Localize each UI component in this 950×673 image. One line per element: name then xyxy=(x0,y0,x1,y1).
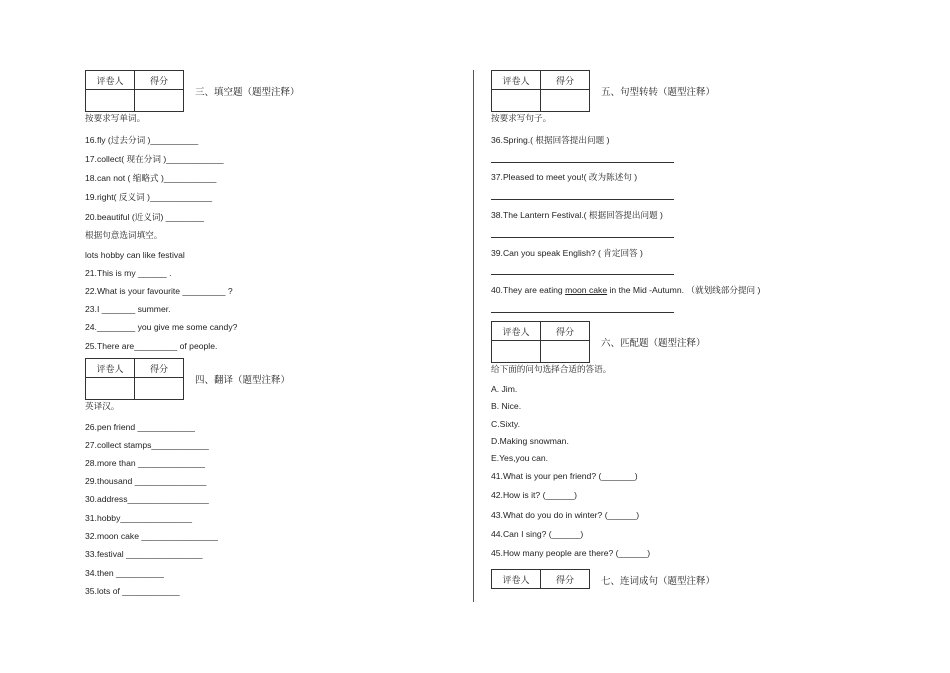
score-block-section4 xyxy=(85,358,465,400)
question-33: 33.festival ________________ xyxy=(85,549,203,559)
section3-instruction: 按要求写单词。 xyxy=(85,114,146,124)
score-block-section5 xyxy=(491,70,871,112)
grader-header: 评卷人 xyxy=(86,71,135,90)
right-column xyxy=(491,0,891,673)
question-30: 30.address_________________ xyxy=(85,494,209,504)
grader-cell xyxy=(86,378,135,400)
score-block-section6 xyxy=(491,321,871,363)
section4-instruction: 英译汉。 xyxy=(85,402,120,412)
option-e: E.Yes,you can. xyxy=(491,453,549,463)
question-34: 34.then __________ xyxy=(85,568,164,578)
question-19: 19.right( 反义词 )_____________ xyxy=(85,192,213,202)
question-35: 35.lots of ____________ xyxy=(85,586,180,596)
question-26: 26.pen friend ____________ xyxy=(85,422,195,432)
grader-header: 评卷人 xyxy=(492,322,541,341)
question-18: 18.can not ( 缩略式 )___________ xyxy=(85,173,217,183)
score-cell xyxy=(135,378,184,400)
grader-header: 评卷人 xyxy=(86,359,135,378)
score-cell xyxy=(135,90,184,112)
score-cell xyxy=(541,341,590,363)
question-24: 24.________ you give me some candy? xyxy=(85,322,238,332)
grader-cell xyxy=(492,90,541,112)
section3-instruction2: 根据句意选词填空。 xyxy=(85,231,163,241)
option-b: B. Nice. xyxy=(491,401,522,411)
question-32: 32.moon cake ________________ xyxy=(85,531,218,541)
answer-line-37 xyxy=(491,199,674,200)
word-bank: lots hobby can like festival xyxy=(85,250,185,260)
question-16: 16.fly (过去分词 )__________ xyxy=(85,135,199,145)
answer-line-40 xyxy=(491,312,674,313)
grader-cell xyxy=(86,90,135,112)
question-31: 31.hobby_______________ xyxy=(85,513,193,523)
score-block-section7 xyxy=(491,569,871,611)
option-c: C.Sixty. xyxy=(491,419,520,429)
question-23: 23.I _______ summer. xyxy=(85,304,171,314)
score-header: 得分 xyxy=(541,570,590,589)
section3-title: 三、填空题（题型注释） xyxy=(195,87,300,98)
score-table xyxy=(85,358,184,400)
score-block-section3 xyxy=(85,70,465,112)
question-28: 28.more than ______________ xyxy=(85,458,205,468)
score-header: 得分 xyxy=(135,71,184,90)
score-table xyxy=(491,569,590,589)
question-17: 17.collect( 现在分词 )____________ xyxy=(85,154,224,164)
section6-instruction: 给下面的问句选择合适的答语。 xyxy=(491,365,612,375)
question-41: 41.What is your pen friend? (_______) xyxy=(491,471,638,481)
question-27: 27.collect stamps____________ xyxy=(85,440,209,450)
question-22: 22.What is your favourite _________ ? xyxy=(85,286,233,296)
score-header: 得分 xyxy=(541,71,590,90)
score-cell xyxy=(541,90,590,112)
question-38: 38.The Lantern Festival.( 根据回答提出问题 ) xyxy=(491,210,663,220)
score-table xyxy=(85,70,184,112)
grader-header: 评卷人 xyxy=(492,570,541,589)
question-40 xyxy=(491,285,760,296)
question-40-suffix: in the Mid -Autumn. （就划线部分提问 ) xyxy=(607,285,761,295)
score-header: 得分 xyxy=(135,359,184,378)
grader-header: 评卷人 xyxy=(492,71,541,90)
question-40-prefix: 40.They are eating xyxy=(491,285,566,295)
question-42: 42.How is it? (______) xyxy=(491,490,577,500)
section4-title: 四、翻译（题型注释） xyxy=(195,375,291,386)
score-table xyxy=(491,70,590,112)
section5-title: 五、句型转转（题型注释） xyxy=(601,87,716,98)
left-column xyxy=(85,0,485,673)
section7-title: 七、连词成句（题型注释） xyxy=(601,576,716,587)
question-43: 43.What do you do in winter? (______) xyxy=(491,510,640,520)
score-table xyxy=(491,321,590,363)
option-d: D.Making snowman. xyxy=(491,436,569,446)
question-37: 37.Pleased to meet you!( 改为陈述句 ) xyxy=(491,172,638,182)
question-44: 44.Can I sing? (______) xyxy=(491,529,584,539)
score-header: 得分 xyxy=(541,322,590,341)
question-39: 39.Can you speak English? ( 肯定回答 ) xyxy=(491,248,643,258)
answer-line-38 xyxy=(491,237,674,238)
section5-instruction: 按要求写句子。 xyxy=(491,114,552,124)
section6-title: 六、匹配题（题型注释） xyxy=(601,338,706,349)
answer-line-39 xyxy=(491,274,674,275)
question-45: 45.How many people are there? (______) xyxy=(491,548,651,558)
question-25: 25.There are_________ of people. xyxy=(85,341,218,351)
option-a: A. Jim. xyxy=(491,384,518,394)
question-21: 21.This is my ______ . xyxy=(85,268,172,278)
question-20: 20.beautiful (近义词) ________ xyxy=(85,212,204,222)
question-40-underlined: moon cake xyxy=(565,285,608,295)
question-36: 36.Spring.( 根据回答提出问题 ) xyxy=(491,135,610,145)
answer-line-36 xyxy=(491,162,674,163)
grader-cell xyxy=(492,341,541,363)
column-divider xyxy=(473,70,474,602)
question-29: 29.thousand _______________ xyxy=(85,476,207,486)
